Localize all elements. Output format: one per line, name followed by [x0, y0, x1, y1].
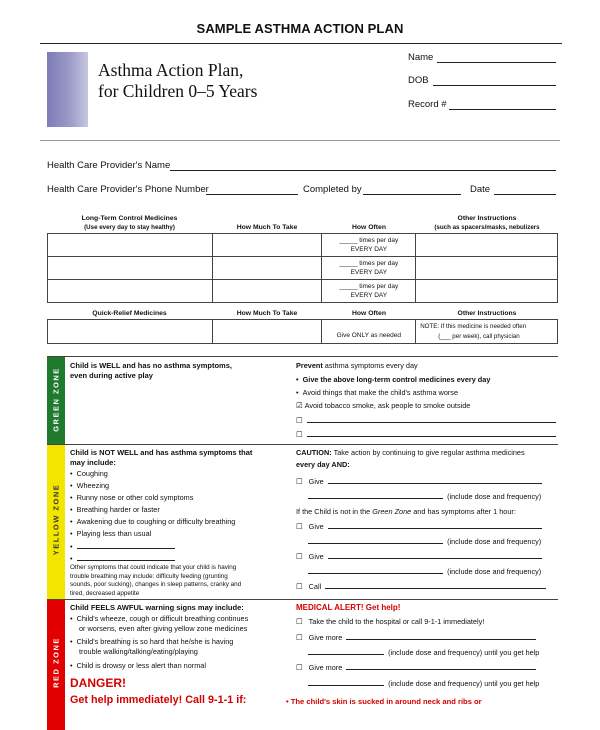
green-zone-bar: [47, 357, 65, 444]
green-blank-field[interactable]: [307, 415, 556, 423]
prevent-line: [296, 361, 418, 371]
yellow-zone-bar: [47, 445, 65, 599]
red-zone-label: RED ZONE: [51, 637, 61, 688]
zone-divider: [47, 599, 558, 600]
give-label: Give: [308, 522, 324, 531]
other-instructions-title: Other Instructions: [457, 215, 517, 222]
symptom-blank-item: •: [70, 553, 175, 564]
until-help-text: (include dose and frequency) until you get help: [388, 648, 540, 657]
frequency-cell[interactable]: [322, 280, 416, 303]
symptom-text: Runny nose or other cold symptoms: [76, 493, 194, 502]
red-zone-description: Child FEELS AWFUL warning signs may include:: [70, 603, 244, 612]
call-field[interactable]: [325, 581, 546, 589]
how-much-header: How Much To Take: [236, 224, 298, 231]
checked-checkbox-icon[interactable]: ☑: [296, 401, 303, 410]
other-symptoms-line: Other symptoms that could indicate that your child is having: [70, 564, 237, 571]
green-item-text: Avoid tobacco smoke, ask people to smoke outside: [304, 401, 471, 410]
until-help-row: [308, 647, 539, 658]
dose-field[interactable]: [308, 566, 443, 574]
provider-phone-label: Health Care Provider's Phone Number: [47, 184, 209, 195]
amount-cell[interactable]: [212, 257, 322, 280]
green-zone-label: GREEN ZONE: [51, 367, 61, 432]
green-zone-description: [70, 361, 232, 381]
prevent-rest: asthma symptoms every day: [322, 361, 418, 370]
long-term-medicines-table: [47, 233, 558, 303]
prevent-bold: Prevent: [296, 361, 323, 370]
header-divider: [40, 43, 562, 44]
symptom-blank-field[interactable]: [77, 541, 175, 549]
checkbox-icon[interactable]: ☐: [296, 582, 303, 591]
checkbox-icon[interactable]: ☐: [296, 430, 303, 439]
checkbox-icon[interactable]: ☐: [296, 617, 303, 626]
every-day: EVERY DAY: [350, 292, 388, 299]
checkbox-icon[interactable]: ☐: [296, 633, 303, 642]
section-divider: [40, 140, 560, 141]
plan-title: [98, 60, 257, 102]
dose-row: [308, 491, 541, 502]
give-field[interactable]: [328, 521, 542, 529]
quick-relief-header: Quick-Relief Medicines: [92, 310, 167, 317]
yellow-zone-description: [70, 448, 252, 468]
medical-alert: MEDICAL ALERT! Get help!: [296, 603, 401, 612]
warning-text: Child is drowsy or less alert than normal: [76, 661, 206, 670]
caution-rest: Take action by continuing to give regular asthma medicines: [331, 448, 525, 457]
medicine-cell[interactable]: [48, 280, 213, 303]
times-per-day: _____ times per day: [339, 259, 399, 267]
give-more-field[interactable]: [346, 632, 536, 640]
give-row: [296, 551, 542, 562]
checkbox-icon[interactable]: ☐: [296, 663, 303, 672]
amount-cell[interactable]: [212, 234, 322, 257]
record-label: Record #: [408, 99, 447, 110]
frequency-cell[interactable]: Give ONLY as needed: [322, 320, 416, 344]
provider-name-label: Health Care Provider's Name: [47, 160, 171, 171]
long-term-header: [47, 214, 212, 232]
dob-label: DOB: [408, 75, 429, 86]
symptom-blank-field[interactable]: [77, 553, 175, 561]
provider-name-field[interactable]: [170, 170, 556, 171]
table-row: [48, 257, 558, 280]
note-line-1: NOTE: If this medicine is needed often: [420, 323, 527, 330]
table-row: [48, 320, 558, 344]
checkbox-icon[interactable]: ☐: [296, 416, 303, 425]
instructions-cell[interactable]: [416, 257, 558, 280]
warning-sign-cont: or worsens, even after giving yellow zone medicines: [79, 624, 248, 633]
danger-heading: DANGER!: [70, 676, 126, 690]
give-row: [296, 476, 542, 487]
note-cell[interactable]: [416, 320, 558, 344]
give-label: Give: [308, 552, 324, 561]
long-term-header-sub: (Use every day to stay healthy): [84, 224, 175, 231]
give-more-row: [296, 632, 536, 643]
symptom-item: • Awakening due to coughing or difficulty breathing: [70, 517, 236, 526]
caution-line-2: every day AND:: [296, 460, 350, 469]
if-child-post: and has symptoms after 1 hour:: [411, 507, 516, 516]
yellow-desc-line-1: Child is NOT WELL and has asthma symptoms that: [70, 448, 253, 457]
symptom-text: Playing less than usual: [76, 529, 152, 538]
how-often-header: How Often: [352, 224, 386, 231]
warning-sign: • Child's breathing is so hard that he/she is having: [70, 637, 234, 646]
symptom-text: Breathing harder or faster: [76, 505, 160, 514]
call-label: Call: [308, 582, 322, 591]
get-help-line: Get help immediately! Call 9-1-1 if:: [70, 694, 247, 706]
green-blank-field[interactable]: [307, 429, 556, 437]
call-row: [296, 581, 546, 592]
green-item-5: [296, 429, 556, 440]
dob-field[interactable]: [433, 85, 556, 86]
instructions-cell[interactable]: [416, 234, 558, 257]
symptom-text: Coughing: [76, 469, 108, 478]
frequency-cell[interactable]: [322, 234, 416, 257]
plan-title-line-2: for Children 0–5 Years: [98, 81, 258, 101]
bullet-icon: •: [296, 388, 299, 397]
warning-sign: • Child's wheeze, cough or difficult breathing continues: [70, 614, 249, 623]
dose-row: [308, 536, 541, 547]
other-symptoms-line: sounds, poor sucking), changes in sleep patterns, cranky and: [70, 581, 242, 589]
dose-field[interactable]: [308, 647, 384, 655]
symptom-text: Wheezing: [76, 481, 110, 490]
warning-text: Child's wheeze, cough or difficult breathing continues: [76, 614, 249, 623]
symptom-item: • Playing less than usual: [70, 529, 152, 538]
green-item-1: [296, 375, 490, 385]
give-row: [296, 521, 542, 532]
symptom-item: • Wheezing: [70, 481, 110, 490]
warning-text: Child's breathing is so hard that he/she is having: [76, 637, 234, 646]
amount-cell[interactable]: [212, 320, 322, 344]
provider-phone-field[interactable]: [206, 194, 298, 195]
record-field[interactable]: [449, 109, 556, 110]
give-label: Give: [308, 477, 324, 486]
dose-field[interactable]: [308, 491, 443, 499]
green-item-4: [296, 415, 556, 426]
warning-sign-cont: trouble walking/talking/eating/playing: [79, 647, 198, 656]
warning-sign: • Child is drowsy or less alert than normal: [70, 661, 206, 670]
yellow-zone-label: YELLOW ZONE: [51, 483, 61, 556]
medicine-cell[interactable]: [48, 257, 213, 280]
checkbox-icon[interactable]: ☐: [296, 522, 303, 531]
name-label: Name: [408, 52, 434, 63]
green-item-text: Avoid things that make the child's asthma worse: [302, 388, 459, 397]
completed-by-label: Completed by: [303, 184, 362, 195]
medicine-cell[interactable]: [48, 234, 213, 257]
give-more-label: Give more: [308, 663, 343, 672]
dose-hint: (include dose and frequency): [447, 492, 542, 501]
plan-title-line-1: Asthma Action Plan,: [98, 60, 244, 80]
take-child-text: Take the child to the hospital or call 9-1-1 immediately!: [308, 617, 485, 626]
dose-field[interactable]: [308, 536, 443, 544]
checkbox-icon[interactable]: ☐: [296, 552, 303, 561]
medicine-cell[interactable]: [48, 320, 213, 344]
symptom-text: Awakening due to coughing or difficulty breathing: [76, 517, 236, 526]
times-per-day: _____ times per day: [339, 236, 399, 244]
green-desc-line-1: Child is WELL and has no asthma symptoms,: [70, 361, 232, 370]
give-field[interactable]: [328, 551, 542, 559]
if-child-line: [296, 507, 516, 517]
green-item-3: [296, 401, 470, 411]
dose-hint: (include dose and frequency): [447, 537, 542, 546]
green-desc-line-2: even during active play: [70, 371, 153, 380]
if-child-pre: If the Child is not in the: [296, 507, 373, 516]
other-instructions-sub: (such as spacers/masks, nebulizers: [434, 224, 540, 231]
symptom-blank-item: •: [70, 541, 175, 552]
long-term-header-title: Long-Term Control Medicines: [81, 215, 178, 222]
symptom-item: • Breathing harder or faster: [70, 505, 160, 514]
skin-warning: • The child's skin is sucked in around neck and ribs or: [286, 697, 482, 706]
dose-row: [308, 566, 541, 577]
give-field[interactable]: [328, 476, 542, 484]
bullet-icon: •: [296, 375, 299, 384]
until-help-text: (include dose and frequency) until you get help: [388, 679, 540, 688]
give-more-label: Give more: [308, 633, 343, 642]
until-help-row: [308, 678, 539, 689]
title-accent-block: [47, 52, 88, 127]
give-more-row: [296, 662, 536, 673]
yellow-desc-line-2: may include:: [70, 458, 116, 467]
caution-bold: CAUTION:: [296, 448, 332, 457]
take-child-row: [296, 617, 484, 627]
instructions-cell[interactable]: [416, 280, 558, 303]
caution-line: [296, 448, 525, 458]
table-row: [48, 280, 558, 303]
give-more-field[interactable]: [346, 662, 536, 670]
every-day: EVERY DAY: [350, 269, 388, 276]
every-day: EVERY DAY: [350, 246, 388, 253]
symptom-item: • Runny nose or other cold symptoms: [70, 493, 194, 502]
qr-other-header: Other Instructions: [457, 310, 517, 317]
checkbox-icon[interactable]: ☐: [296, 477, 303, 486]
name-field[interactable]: [437, 62, 556, 63]
dose-hint: (include dose and frequency): [447, 567, 542, 576]
date-label: Date: [470, 184, 491, 195]
green-item-2: [296, 388, 458, 398]
document-title: SAMPLE ASTHMA ACTION PLAN: [196, 21, 404, 36]
quick-relief-table: [47, 319, 558, 344]
qr-how-much-header: How Much To Take: [236, 310, 298, 317]
other-symptoms-line: tired, decreased appetite: [70, 589, 140, 597]
if-child-italic: Green Zone: [372, 507, 412, 516]
zones-top-border: [47, 356, 558, 357]
completed-by-field[interactable]: [363, 194, 461, 195]
frequency-cell[interactable]: [322, 257, 416, 280]
other-instructions-header: [416, 214, 558, 232]
other-symptoms-note: [70, 564, 241, 598]
dose-field[interactable]: [308, 678, 384, 686]
other-symptoms-line: trouble breathing may include: difficulty feeding (grunting: [70, 572, 228, 580]
note-line-2: (___ per week), call physician: [438, 332, 520, 340]
symptom-item: • Coughing: [70, 469, 108, 478]
amount-cell[interactable]: [212, 280, 322, 303]
zone-divider: [47, 444, 558, 445]
qr-how-often-header: How Often: [352, 310, 386, 317]
times-per-day: _____ times per day: [339, 282, 399, 290]
red-zone-bar: [47, 600, 65, 730]
green-item-text: Give the above long-term control medicines every day: [302, 375, 491, 384]
table-row: [48, 234, 558, 257]
date-field[interactable]: [494, 194, 556, 195]
